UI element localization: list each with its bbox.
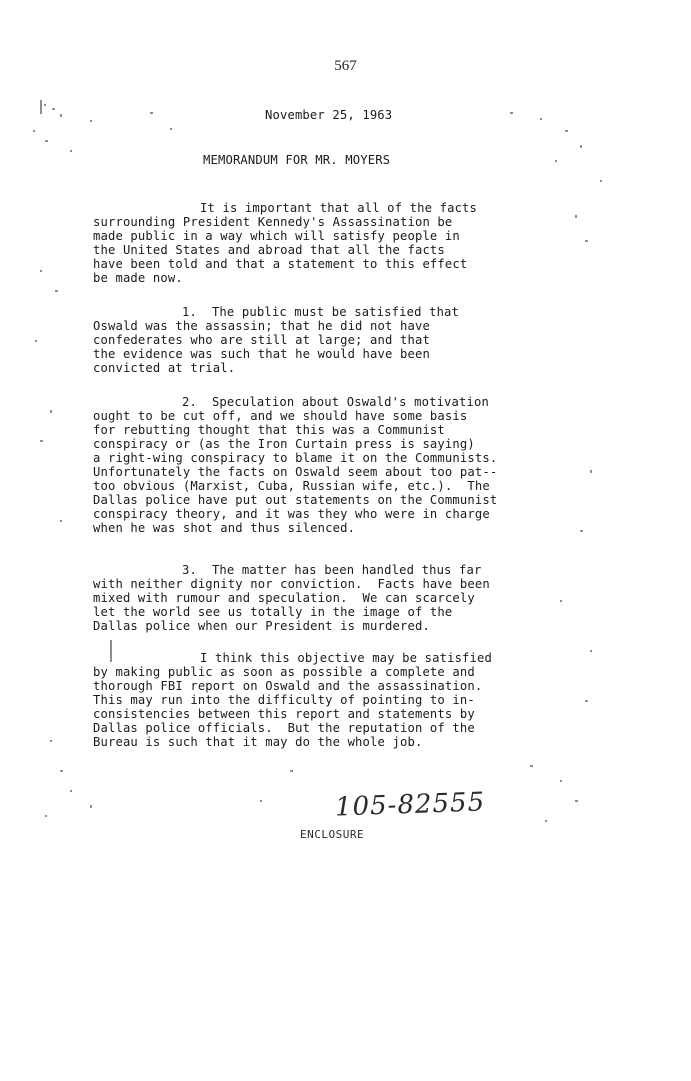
text-line: It is important that all of the facts (200, 201, 478, 215)
text-line: by making public as soon as possible a complete and (93, 665, 475, 679)
text-line: a right-wing conspiracy to blame it on the Communists. (93, 451, 498, 465)
enclosure-stamp: ENCLOSURE (300, 828, 365, 841)
text-line: have been told and that a statement to this effect (93, 257, 468, 271)
text-line: be made now. (93, 271, 183, 285)
text-line: let the world see us totally in the image of the (93, 605, 453, 619)
text-line: surrounding President Kennedy's Assassination be (93, 215, 453, 229)
paragraph-point-2 (93, 395, 593, 535)
text-line: Bureau is such that it may do the whole job. (93, 735, 423, 749)
text-line: for rebutting thought that this was a Communist (93, 423, 445, 437)
text-line: confederates who are still at large; and that (93, 333, 430, 347)
text-line: 1. The public must be satisfied that (182, 305, 460, 319)
text-line: 2. Speculation about Oswald's motivation (182, 395, 489, 409)
text-line: thorough FBI report on Oswald and the assassination. (93, 679, 483, 693)
paragraph-point-3 (93, 563, 593, 633)
text-line: when he was shot and thus silenced. (93, 521, 356, 535)
text-line: 3. The matter has been handled thus far (182, 563, 482, 577)
paragraph-intro (93, 201, 593, 285)
memo-heading: MEMORANDUM FOR MR. MOYERS (203, 153, 391, 167)
text-line: I think this objective may be satisfied (200, 651, 493, 665)
paragraph-conclusion (93, 651, 593, 749)
text-line: the evidence was such that he would have been (93, 347, 430, 361)
text-line: This may run into the difficulty of pointing to in- (93, 693, 475, 707)
text-line: convicted at trial. (93, 361, 236, 375)
text-line: Oswald was the assassin; that he did not have (93, 319, 430, 333)
text-line: conspiracy theory, and it was they who were in charge (93, 507, 490, 521)
text-line: ought to be cut off, and we should have some basis (93, 409, 468, 423)
page-number: 567 (334, 58, 357, 74)
text-line: with neither dignity nor conviction. Facts have been (93, 577, 490, 591)
text-line: mixed with rumour and speculation. We can scarcely (93, 591, 475, 605)
paragraph-point-1 (93, 305, 593, 375)
text-line: Dallas police when our President is murdered. (93, 619, 430, 633)
text-line: consistencies between this report and statements by (93, 707, 475, 721)
text-line: conspiracy or (as the Iron Curtain press is saying) (93, 437, 475, 451)
text-line: too obvious (Marxist, Cuba, Russian wife, etc.). The (93, 479, 490, 493)
text-line: made public in a way which will satisfy people in (93, 229, 460, 243)
text-line: Unfortunately the facts on Oswald seem about too pat-- (93, 465, 498, 479)
text-line: the United States and abroad that all the facts (93, 243, 445, 257)
handwritten-file-number: 105-82555 (334, 787, 486, 823)
memo-date: November 25, 1963 (265, 108, 393, 122)
text-line: Dallas police officials. But the reputation of the (93, 721, 475, 735)
text-line: Dallas police have put out statements on the Communist (93, 493, 498, 507)
